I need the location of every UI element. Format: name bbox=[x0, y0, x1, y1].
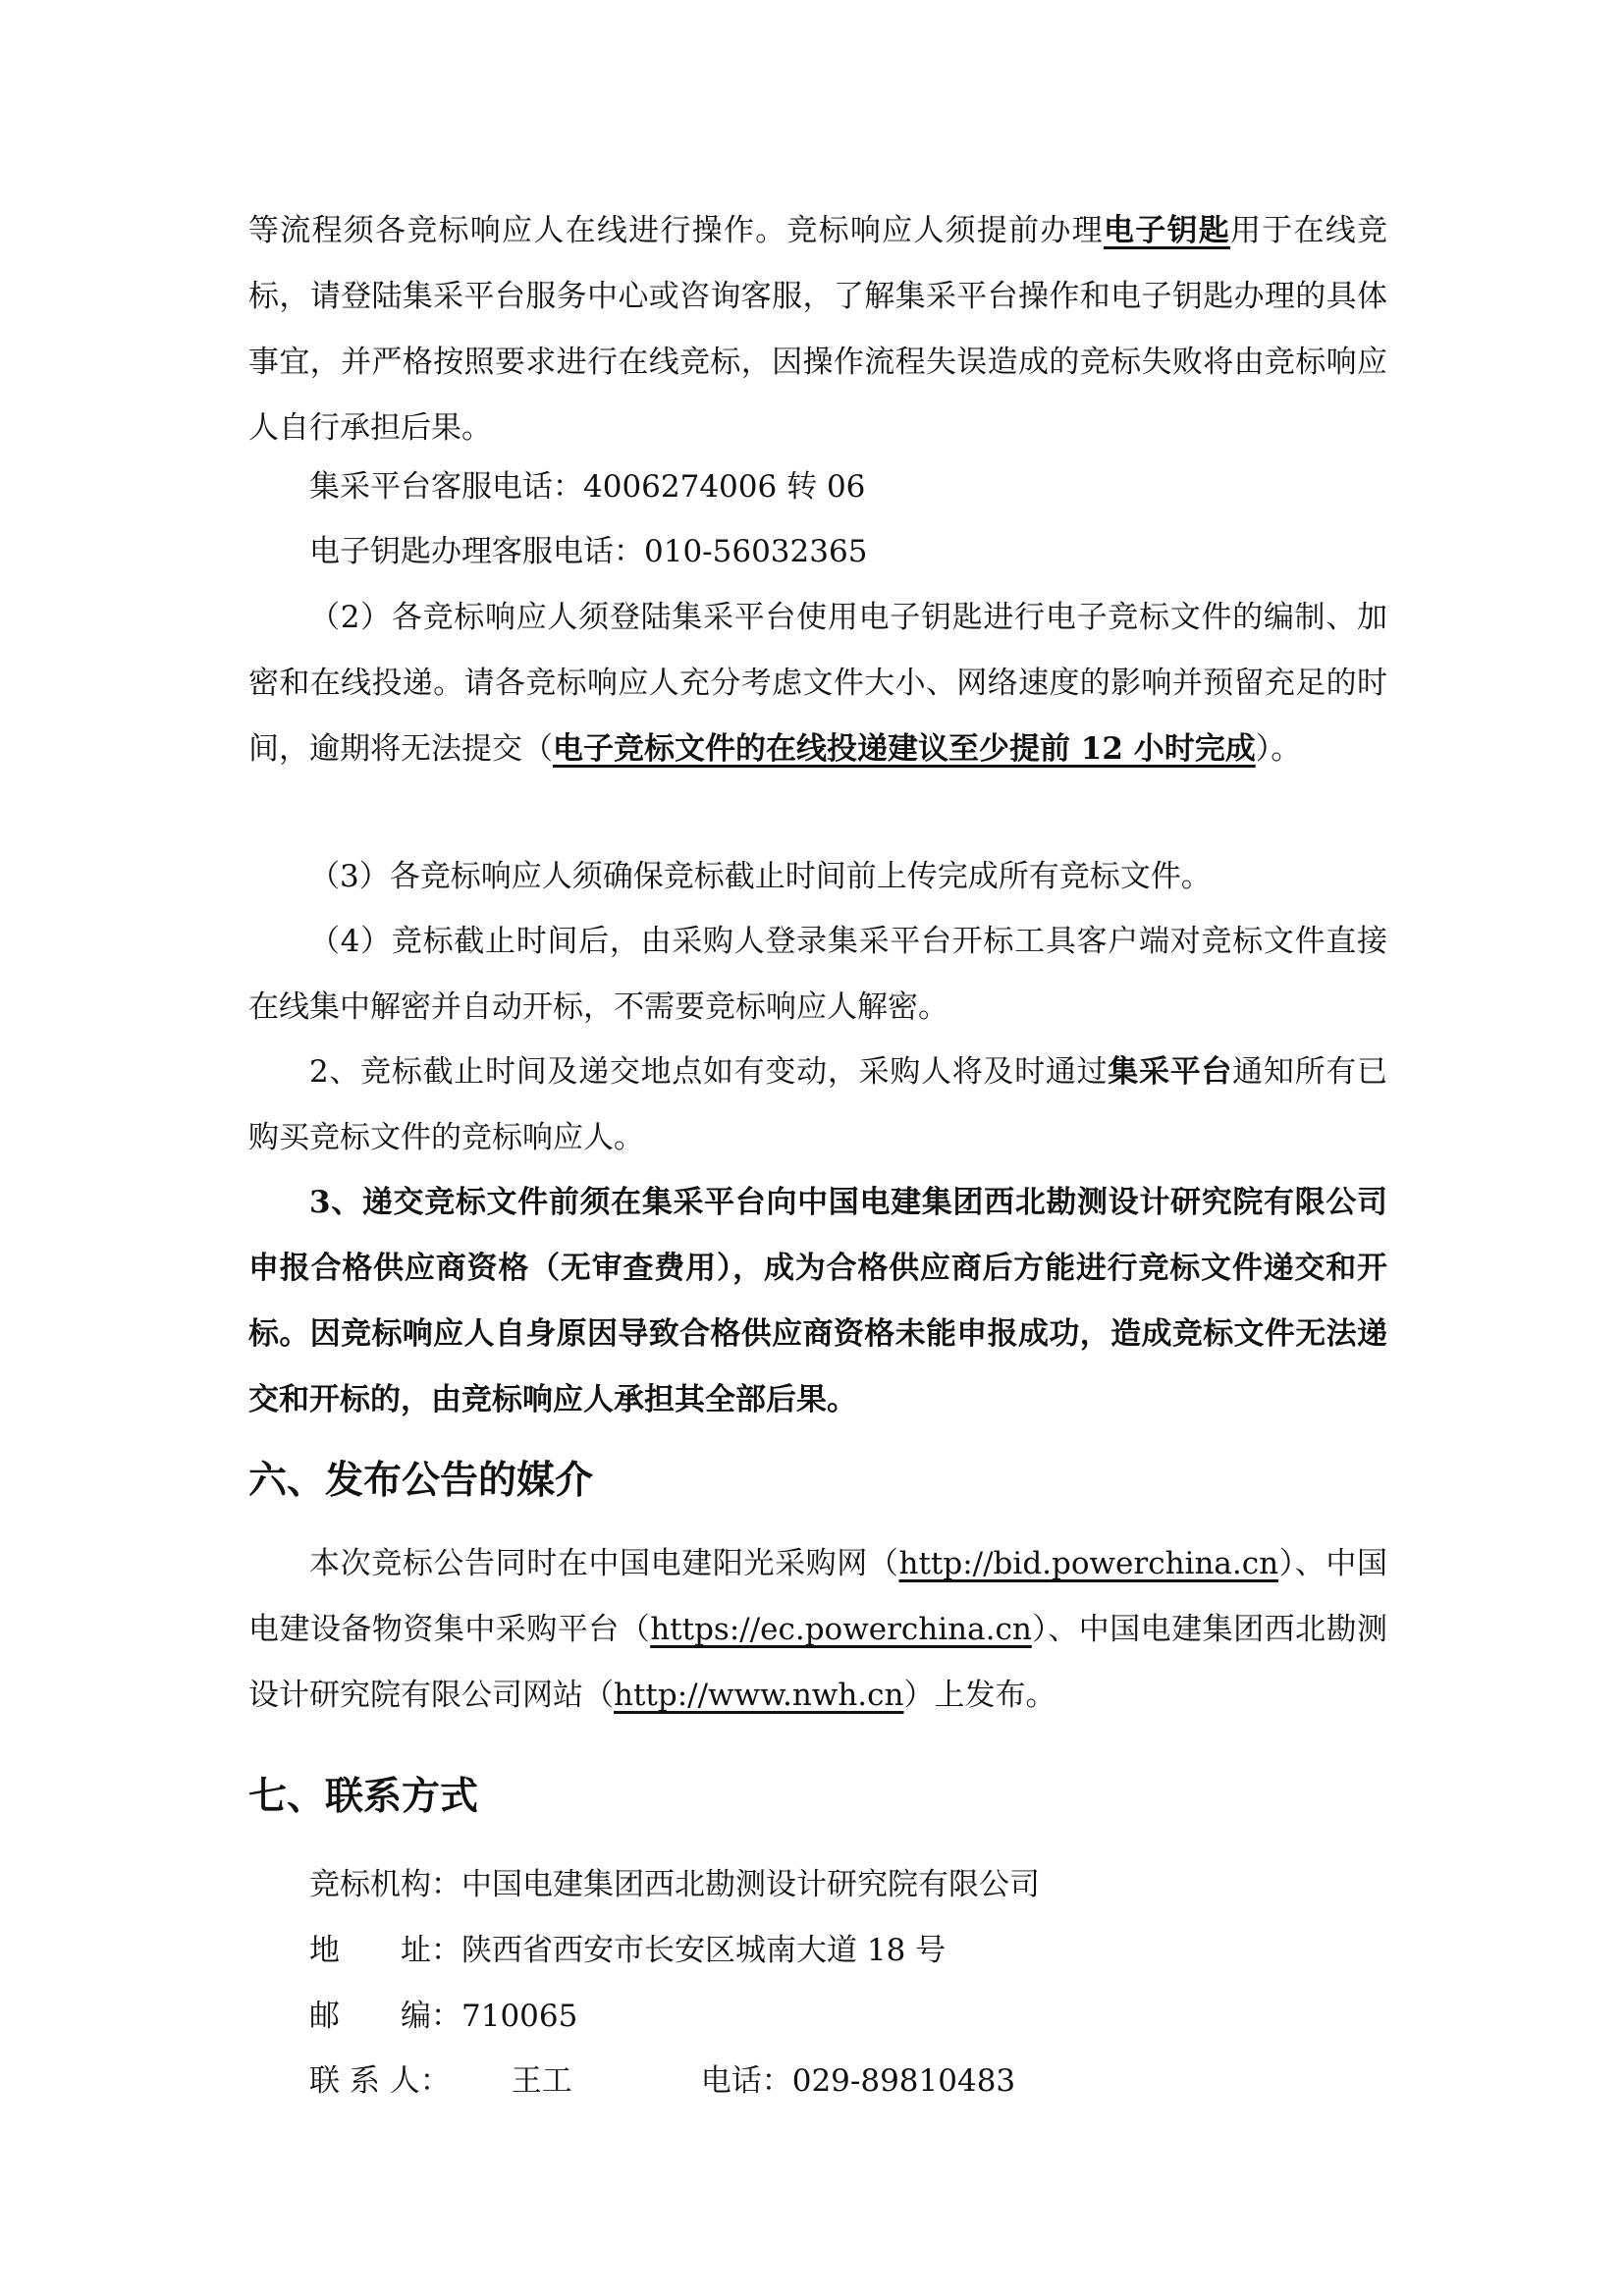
item-4: （4）竞标截止时间后，由采购人登录集采平台开标工具客户端对竞标文件直接在线集中解密并自动开标，不需要竞标响应人解密。 bbox=[248, 924, 1387, 1025]
link-bid-powerchina[interactable]: http://bid.powerchina.cn bbox=[898, 1546, 1279, 1581]
paragraph-online-operation: 等流程须各竞标响应人在线进行操作。竞标响应人须提前办理电子钥匙用于在线竞标，请登陆集采平台服务中心或咨询客服，了解集采平台操作和电子钥匙办理的具体事宜，并严格按照要求进行在线竞标，因操作流程失误造成的竞标失败将由竞标响应人自行承担后果。 bbox=[248, 213, 1388, 446]
electronic-key-emphasis: 电子钥匙 bbox=[1103, 213, 1230, 248]
submission-deadline-emphasis: 电子竞标文件的在线投递建议至少提前 12 小时完成 bbox=[553, 731, 1256, 767]
section-7-title: 七、联系方式 bbox=[248, 1774, 479, 1819]
platform-hotline: 集采平台客服电话：4006274006 转 06 bbox=[309, 469, 866, 505]
contact-person: 联 系 人： 王工 电话：029-89810483 bbox=[309, 2063, 1016, 2099]
point-3: 3、递交竞标文件前须在集采平台向中国电建集团西北勘测设计研究院有限公司申报合格供应商资格（无审查费用），成为合格供应商后方能进行竞标文件递交和开标。因竞标响应人自身原因导致合格供应商资格未能申报成功，造成竞标文件无法递交和开标的，由竞标响应人承担其全部后果。 bbox=[248, 1185, 1387, 1417]
contact-zip: 邮 编：710065 bbox=[309, 1999, 578, 2034]
item-3: （3）各竞标响应人须确保竞标截止时间前上传完成所有竞标文件。 bbox=[309, 859, 1212, 894]
media-paragraph: 本次竞标公告同时在中国电建阳光采购网（http://bid.powerchina.cn）、中国电建设备物资集中采购平台（https://ec.powerchina.cn）、中国电建集团西北勘测设计研究院有限公司网站（http://www.nwh.cn）上发布。 bbox=[248, 1546, 1388, 1713]
ekey-hotline: 电子钥匙办理客服电话：010-56032365 bbox=[309, 534, 868, 569]
contact-address: 地 址：陕西省西安市长安区城南大道 18 号 bbox=[309, 1933, 947, 1968]
section-6-title: 六、发布公告的媒介 bbox=[248, 1458, 594, 1503]
link-ec-powerchina[interactable]: https://ec.powerchina.cn bbox=[650, 1612, 1032, 1647]
contact-org: 竞标机构：中国电建集团西北勘测设计研究院有限公司 bbox=[309, 1867, 1040, 1902]
platform-emphasis: 集采平台 bbox=[1108, 1054, 1233, 1090]
item-2: （2）各竞标响应人须登陆集采平台使用电子钥匙进行电子竞标文件的编制、加密和在线投递。请各竞标响应人充分考虑文件大小、网络速度的影响并预留充足的时间，逾期将无法提交（电子竞标文件的在线投递建议至少提前 12 小时完成）。 bbox=[248, 600, 1387, 767]
point-2: 2、竞标截止时间及递交地点如有变动，采购人将及时通过集采平台通知所有已购买竞标文件的竞标响应人。 bbox=[248, 1054, 1387, 1155]
link-nwh[interactable]: http://www.nwh.cn bbox=[614, 1678, 904, 1713]
